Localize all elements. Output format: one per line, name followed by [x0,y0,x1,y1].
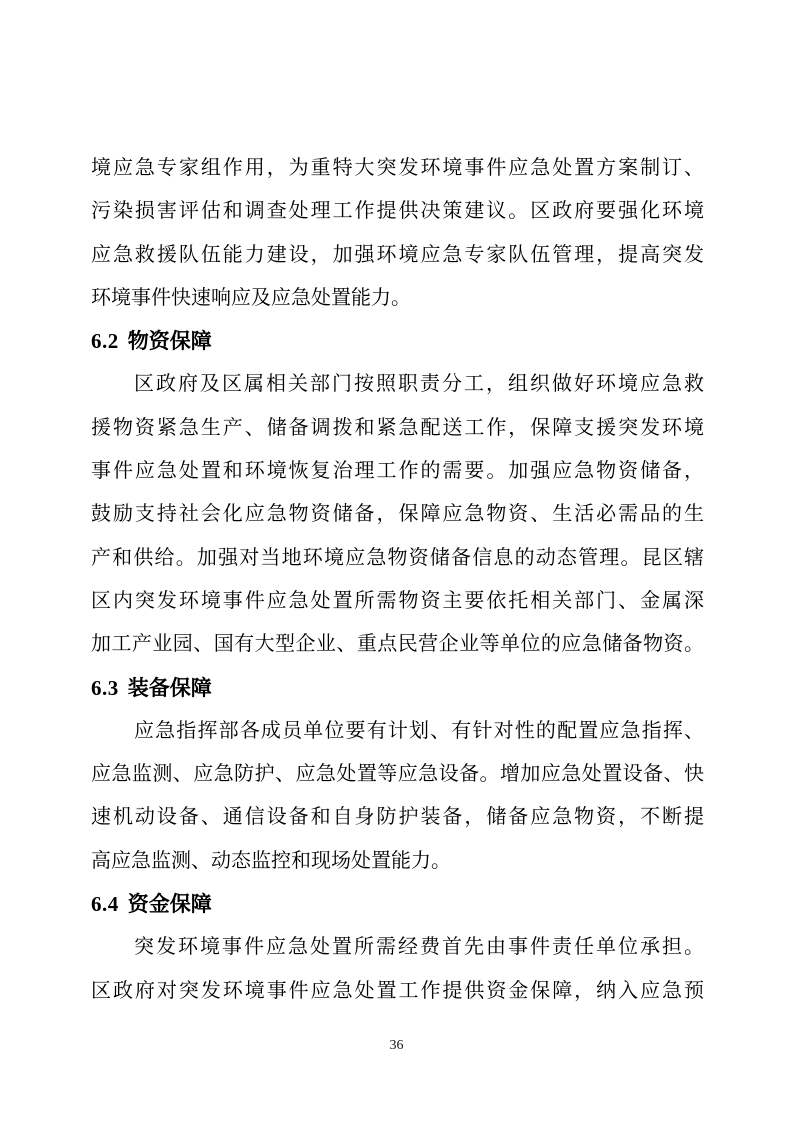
paragraph-line: 区政府及区属相关部门按照职责分工，组织做好环境应急救 [134,373,704,396]
paragraph-line: 鼓励支持社会化应急物资储备，保障应急物资、生活必需品的生 [91,503,704,526]
section-title: 物资保障 [127,330,212,354]
paragraph-line: 区内突发环境事件应急处置所需物资主要依托相关部门、金属深 [91,589,704,612]
paragraph-line: 速机动设备、通信设备和自身防护装备，储备应急物资，不断提 [91,806,704,829]
section-heading-6-4 [91,883,704,926]
section-title: 资金保障 [127,893,212,917]
paragraph-line: 高应急监测、动态监控和现场处置能力。 [91,849,451,872]
page-number: 36 [389,1038,404,1053]
paragraph-line: 事件应急处置和环境恢复治理工作的需要。加强应急物资储备， [91,460,704,483]
paragraph-line: 环境事件快速响应及应急处置能力。 [91,286,411,309]
paragraph-line: 应急指挥部各成员单位要有计划、有针对性的配置应急指挥、 [134,719,704,742]
paragraph-line: 加工产业园、国有大型企业、重点民营企业等单位的应急储备物资。 [91,633,704,656]
paragraph-line: 污染损害评估和调查处理工作提供决策建议。区政府要强化环境 [91,200,704,223]
section-number: 6.3 [91,675,119,700]
section-heading-6-3 [91,667,704,710]
paragraph-line: 应急监测、应急防护、应急处置等应急设备。增加应急处置设备、快 [91,763,704,786]
paragraph-line: 应急救援队伍能力建设，加强环境应急专家队伍管理，提高突发 [91,243,704,266]
paragraph-line: 产和供给。加强对当地环境应急物资储备信息的动态管理。昆区辖 [91,546,704,569]
paragraph-line: 突发环境事件应急处置所需经费首先由事件责任单位承担。 [134,936,704,959]
section-heading-6-2 [91,320,704,363]
paragraph-line: 援物资紧急生产、储备调拨和紧急配送工作，保障支援突发环境 [91,416,704,439]
paragraph-line: 区政府对突发环境事件应急处置工作提供资金保障，纳入应急预 [91,979,704,1002]
page-content [91,147,704,1013]
section-number: 6.2 [91,329,119,354]
section-title: 装备保障 [127,676,212,700]
paragraph-line: 境应急专家组作用，为重特大突发环境事件应急处置方案制订、 [91,157,704,179]
section-number: 6.4 [91,892,119,917]
